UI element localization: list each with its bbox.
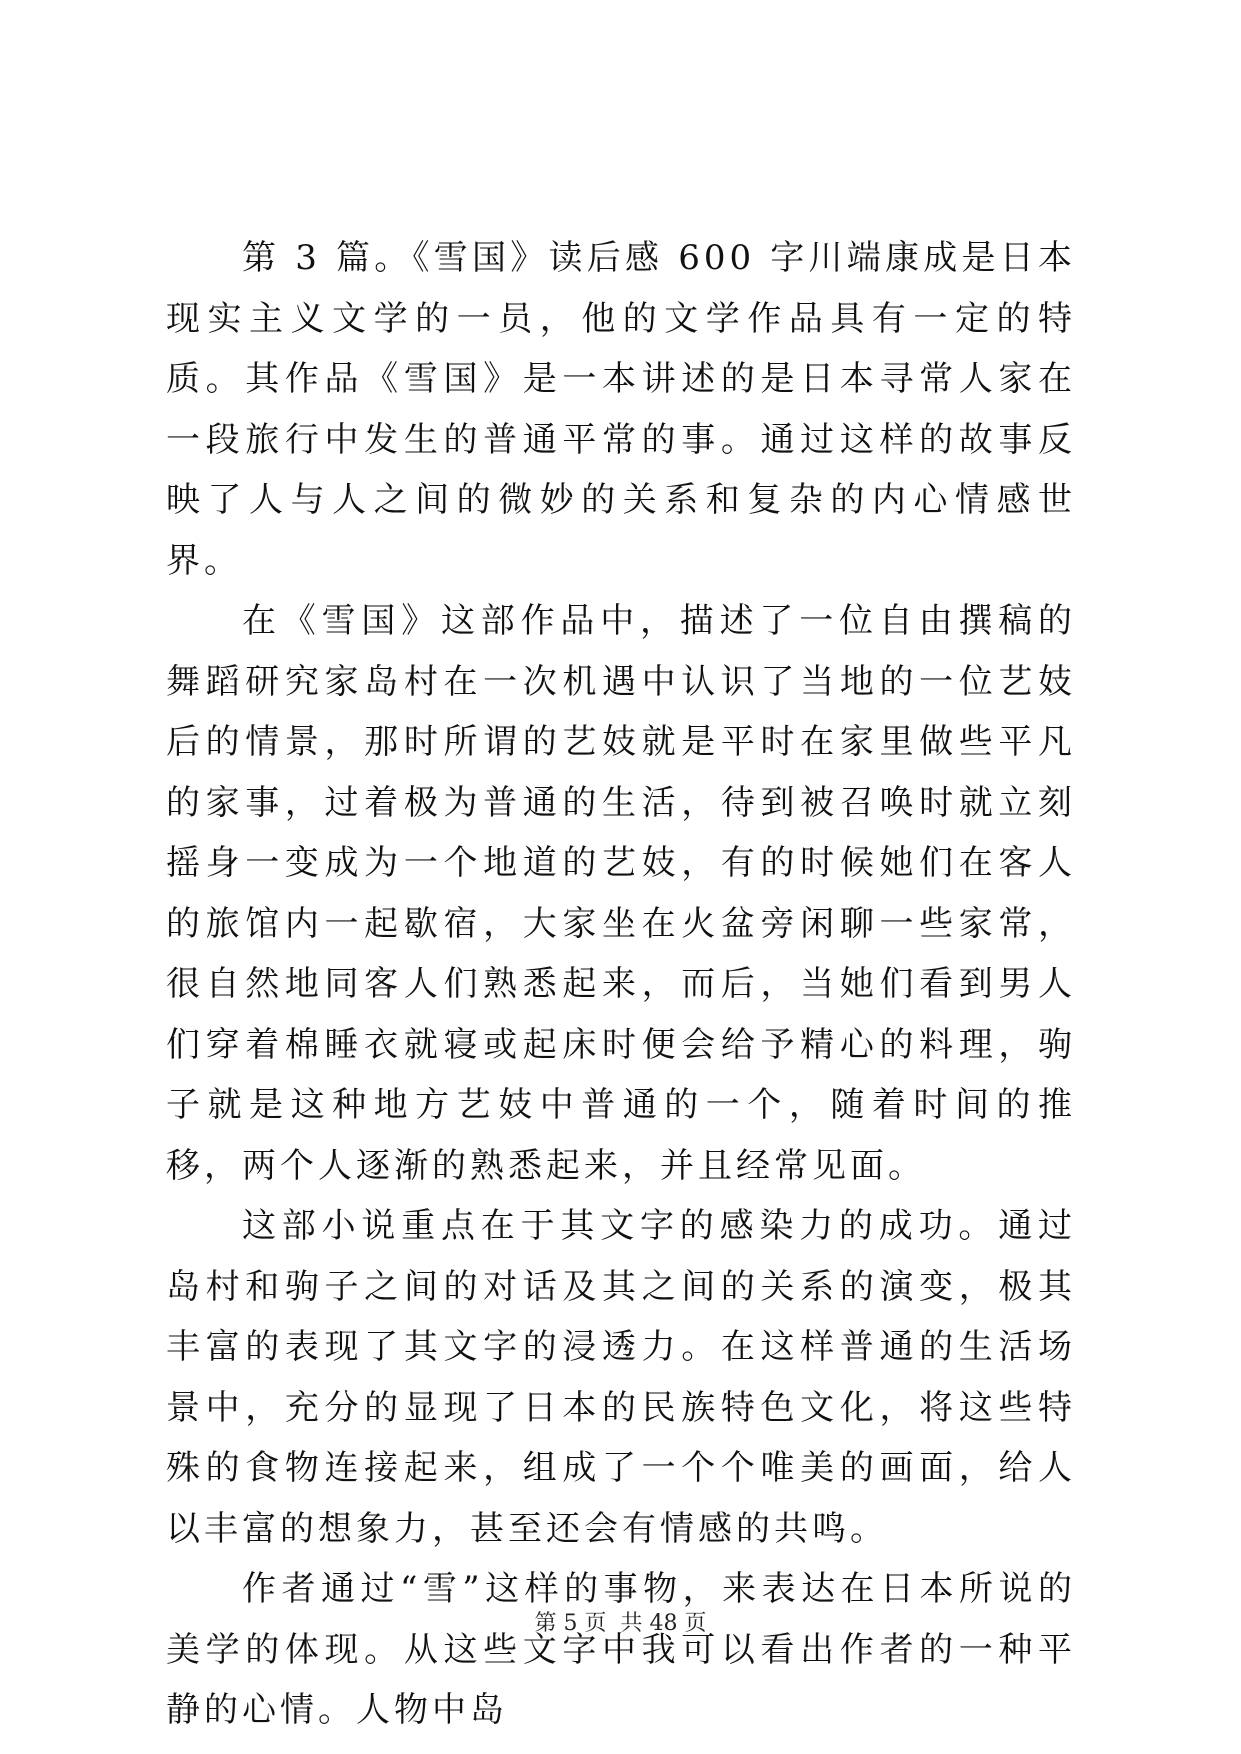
paragraph-1: 第 3 篇。《雪国》读后感 600 字川端康成是日本现实主义文学的一员，他的文学作品具有一定的特质。其作品《雪国》是一本讲述的是日本寻常人家在一段旅行中发生的普通平常的事。通过这样的故事反映了人与人之间的微妙的关系和复杂的内心情感世界。 — [166, 238, 1076, 581]
paragraph-4: 作者通过“雪”这样的事物，来表达在日本所说的美学的体现。从这些文字中我可以看出作者的一种平静的心情。人物中岛 — [166, 1569, 1076, 1730]
page-footer — [0, 1606, 1241, 1637]
paragraph-2: 在《雪国》这部作品中，描述了一位自由撰稿的舞蹈研究家岛村在一次机遇中认识了当地的一位艺妓后的情景，那时所谓的艺妓就是平时在家里做些平凡的家事，过着极为普通的生活，待到被召唤时就立刻摇身一变成为一个地道的艺妓，有的时候她们在客人的旅馆内一起歇宿，大家坐在火盆旁闲聊一些家常，很自然地同客人们熟悉起来，而后，当她们看到男人们穿着棉睡衣就寝或起床时便会给予精心的料理，驹子就是这种地方艺妓中普通的一个，随着时间的推移，两个人逐渐的熟悉起来，并且经常见面。 — [166, 601, 1076, 1186]
body-text — [166, 228, 1076, 1741]
paragraph-3: 这部小说重点在于其文字的感染力的成功。通过岛村和驹子之间的对话及其之间的关系的演变，极其丰富的表现了其文字的浸透力。在这样普通的生活场景中，充分的显现了日本的民族特色文化，将这些特殊的食物连接起来，组成了一个个唯美的画面，给人以丰富的想象力，甚至还会有情感的共鸣。 — [166, 1206, 1076, 1549]
page-number: 第 5 页 — [534, 1611, 607, 1636]
page-total: 共 48 页 — [620, 1611, 707, 1636]
